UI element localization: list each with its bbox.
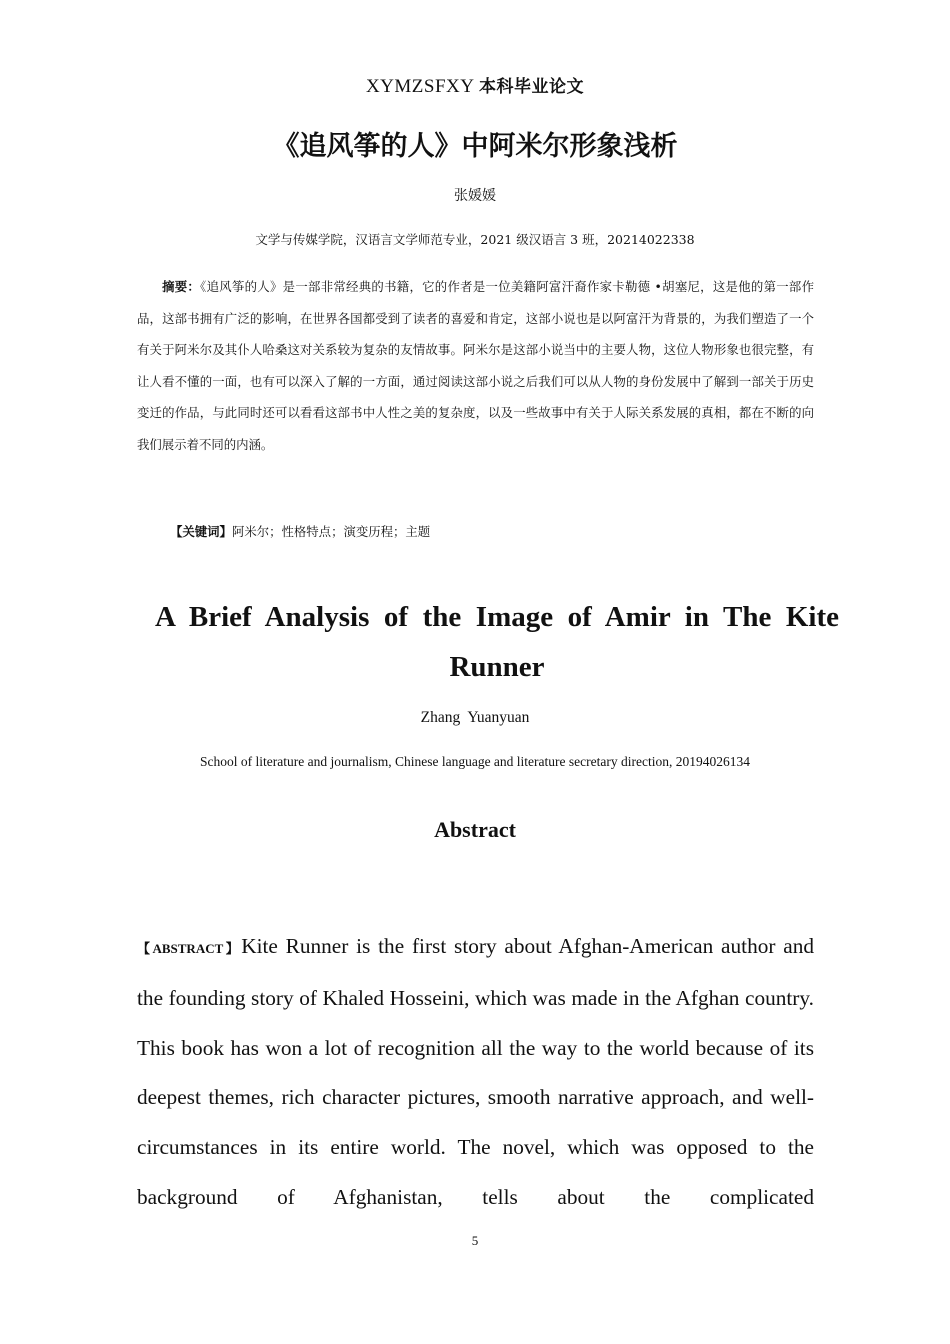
chinese-author: 张媛媛 [454,188,496,204]
page-number: 5 [471,1233,479,1248]
english-author: Zhang Yuanyuan [420,709,530,726]
chinese-abstract-label: 摘要： [161,279,201,294]
chinese-affiliation: 文学与传媒学院，汉语言文学师范专业，2021 级汉语言 3 班，20214022338 [255,232,695,247]
english-title-line1: A Brief Analysis of the Image of Amir in The Kite [155,601,839,633]
english-title-line2: Runner [449,651,545,683]
chinese-keywords-text: 阿米尔；性格特点；演变历程；主题 [231,524,431,539]
chinese-title: 《追风筝的人》中阿米尔形象浅析 [272,131,678,162]
english-abstract-text: Kite Runner is the first story about Afghan-American author and the founding story of Khaled Hosseini, which was made in the Afghan country. This book has won a lot of recognition all the way to the world because of its deepest themes, rich character pictures, smooth narrative approach, and well-circumstances in its entire world. The novel, which was opposed to the background of Afghanistan, tells about the complicated [137,934,815,1209]
english-affiliation: School of literature and journalism, Chinese language and literature secretary direction, 20194026134 [200,754,750,769]
running-header [0,72,950,98]
header-suffix: 本科毕业论文 [479,77,585,97]
english-abstract [137,922,814,1223]
chinese-abstract-text: 《追风筝的人》是一部非常经典的书籍，它的作者是一位美籍阿富汗裔作家卡勒德 •胡塞尼，这是他的第一部作品，这部书拥有广泛的影响，在世界各国都受到了读者的喜爱和肯定，这部小说也是以阿富汗为背景的，为我们塑造了一个有关于阿米尔及其仆人哈桑这对关系较为复杂的友情故事。阿米尔是这部小说当中的主要人物，这位人物形象也很完整，有让人看不懂的一面，也有可以深入了解的一方面，通过阅读这部小说之后我们可以从人物的身份发展中了解到一部关于历史变迁的作品，与此同时还可以看看这部书中人性之美的复杂度，以及一些故事中有关于人际关系发展的真相，都在不断的向我们展示着不同的内涵。 [137,279,815,452]
abstract-heading: Abstract [434,817,516,842]
header-prefix: XYMZSFXY [365,76,474,97]
chinese-keywords [170,522,430,540]
english-title [155,592,839,692]
english-abstract-label: 【ABSTRACT】 [137,941,242,956]
chinese-keywords-label: 【关键词】 [170,524,232,539]
chinese-abstract [137,271,814,460]
